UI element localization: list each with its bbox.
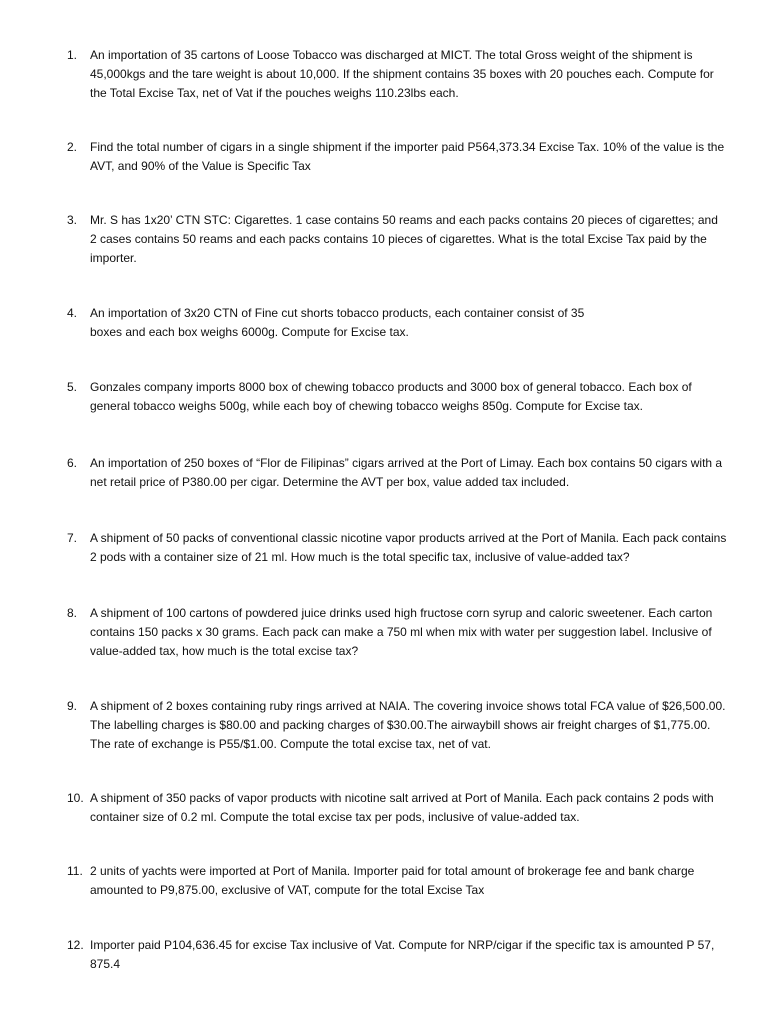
question-text: Find the total number of cigars in a single shipment if the importer paid P564,373.34 Excise Tax. 10% of the value is the AVT, and 90% of the Value is Specific Tax: [90, 140, 725, 173]
question-text: An importation of 35 cartons of Loose Tobacco was discharged at MICT. The total Gross weight of the shipment is 45,000kgs and the tare weight is about 10,000. If the shipment contains 35 boxes with 20 pouches each. Compute for the Total Excise Tax, net of Vat if the pouches weighs 110.23lbs each.: [90, 48, 714, 100]
question-item-5: [67, 378, 727, 416]
question-text: Gonzales company imports 8000 box of chewing tobacco products and 3000 box of general tobacco. Each box of general tobacco weighs 500g, while each boy of chewing tobacco weighs 850g. Compute for Excise tax.: [90, 380, 692, 413]
question-number: 6.: [67, 456, 78, 470]
question-text: Importer paid P104,636.45 for excise Tax inclusive of Vat. Compute for NRP/cigar if the specific tax is amounted P 57, 875.4: [90, 938, 715, 971]
question-item-3: [67, 211, 727, 268]
question-text: An importation of 250 boxes of “Flor de Filipinas” cigars arrived at the Port of Limay. Each box contains 50 cigars with a net retail price of P380.00 per cigar. Determine the AVT per box, value added tax included.: [90, 456, 723, 489]
question-number: 7.: [67, 531, 78, 545]
question-text: A shipment of 50 packs of conventional classic nicotine vapor products arrived at the Port of Manila. Each pack contains 2 pods with a container size of 21 ml. How much is the total specific tax, inclusive of value-added tax?: [90, 531, 727, 564]
question-item-9: [67, 697, 727, 754]
question-item-10: [67, 789, 727, 827]
question-number: 4.: [67, 306, 78, 320]
question-item-7: [67, 529, 727, 567]
question-item-12: [67, 936, 727, 974]
question-text: An importation of 3x20 CTN of Fine cut shorts tobacco products, each container consist of 35 boxes and each box weighs 6000g. Compute for Excise tax.: [90, 306, 585, 339]
question-number: 8.: [67, 606, 78, 620]
question-text: 2 units of yachts were imported at Port of Manila. Importer paid for total amount of brokerage fee and bank charge amounted to P9,875.00, exclusive of VAT, compute for the total Excise Tax: [90, 864, 695, 897]
question-item-11: [67, 862, 727, 900]
question-number: 3.: [67, 213, 78, 227]
question-text: A shipment of 350 packs of vapor products with nicotine salt arrived at Port of Manila. Each pack contains 2 pods with container size of 0.2 ml. Compute the total excise tax per pods, inclusive of value-added tax.: [90, 791, 714, 824]
question-item-2: [67, 138, 727, 176]
question-item-1: [67, 46, 727, 103]
question-number: 12.: [67, 938, 84, 952]
question-item-4: [67, 304, 727, 342]
question-number: 1.: [67, 48, 78, 62]
question-text: A shipment of 2 boxes containing ruby rings arrived at NAIA. The covering invoice shows total FCA value of $26,500.00. The labelling charges is $80.00 and packing charges of $30.00.The airwaybill shows air freight charges of $1,775.00. The rate of exchange is P55/$1.00. Compute the total excise tax, net of vat.: [90, 699, 726, 751]
question-number: 5.: [67, 380, 78, 394]
question-number: 2.: [67, 140, 78, 154]
question-item-8: [67, 604, 727, 661]
question-number: 10.: [67, 791, 84, 805]
question-number: 11.: [67, 864, 83, 878]
question-item-6: [67, 454, 727, 492]
question-number: 9.: [67, 699, 78, 713]
question-text: A shipment of 100 cartons of powdered juice drinks used high fructose corn syrup and caloric sweetener. Each carton contains 150 packs x 30 grams. Each pack can make a 750 ml when mix with water per suggestion label. Inclusive of value-added tax, how much is the total excise tax?: [90, 606, 713, 658]
question-text: Mr. S has 1x20’ CTN STC: Cigarettes. 1 case contains 50 reams and each packs contains 20 pieces of cigarettes; and 2 cases contains 50 reams and each packs contains 10 pieces of cigarettes. What is the total Excise Tax paid by the importer.: [90, 213, 718, 265]
